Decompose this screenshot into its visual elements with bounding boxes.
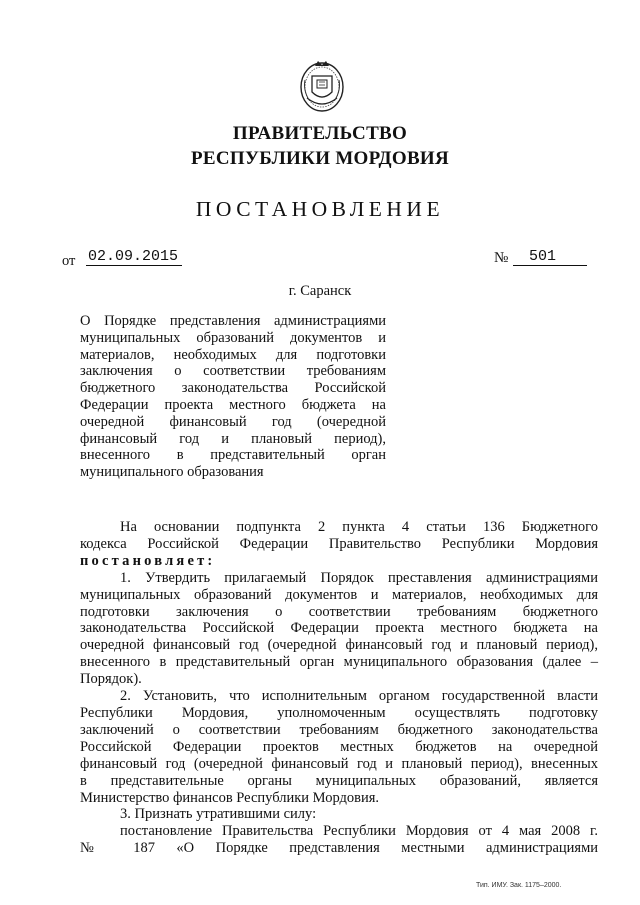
decree-date: 02.09.2015 bbox=[86, 248, 182, 266]
item1-line: очередной финансовый год (очередной финансовый год и плановый период), bbox=[80, 637, 598, 654]
item2-line: Российской Федерации проектов местных бюджетов на очередной bbox=[80, 738, 598, 755]
government-title-line1: ПРАВИТЕЛЬСТВО bbox=[232, 123, 408, 144]
city-name: г. Саранск bbox=[288, 283, 352, 299]
subject-line: бюджетного законодательства Российской bbox=[80, 380, 386, 397]
item3-sub-line: постановление Правительства Республики Мордовия от 4 мая 2008 г. bbox=[120, 823, 598, 840]
subject-line: внесенного в представительный орган bbox=[80, 447, 386, 464]
item1-line: Порядок). bbox=[80, 671, 142, 688]
item3-sub-line: № 187 «О Порядке представления местными администрациями bbox=[80, 840, 598, 857]
document-type-title: ПОСТАНОВЛЕНИЕ bbox=[195, 197, 445, 221]
mordovia-coat-of-arms-icon bbox=[297, 58, 347, 114]
subject-line: Федерации проекта местного бюджета на bbox=[80, 396, 386, 413]
item2-line: заключений о соответствии требованиям бюджетного законодательства bbox=[80, 721, 598, 738]
subject-line: финансовый год и плановый период), bbox=[80, 430, 386, 447]
print-mark: Тип. ИМУ. Зак. 1175–2000. bbox=[476, 882, 562, 889]
decree-number: 501 bbox=[513, 248, 587, 266]
intro-line: На основании подпункта 2 пункта 4 статьи 136 Бюджетного bbox=[120, 519, 598, 535]
intro-line: кодекса Российской Федерации Правительство Республики Мордовия bbox=[80, 535, 598, 552]
decree-subject bbox=[80, 313, 386, 481]
government-title-line2: РЕСПУБЛИКИ МОРДОВИЯ bbox=[190, 148, 450, 169]
item2-line: 2. Установить, что исполнительным органом государственной власти bbox=[120, 688, 598, 705]
number-prefix: № bbox=[494, 250, 509, 266]
item1-line: 1. Утвердить прилагаемый Порядок преставления администрациями bbox=[120, 569, 598, 586]
item2-line: Министерство финансов Республики Мордовия. bbox=[80, 789, 380, 806]
item1-line: подготовки заключения о соответствии требованиям бюджетного bbox=[80, 603, 598, 620]
item2-line: в представительные органы муниципальных образований, является bbox=[80, 772, 598, 789]
subject-line: муниципального образования bbox=[80, 464, 264, 481]
decree-body bbox=[80, 519, 598, 857]
subject-line: муниципальных образований документов и bbox=[80, 329, 386, 346]
item1-line: внесенного в представительный орган муниципального образования (далее – bbox=[80, 654, 598, 671]
decrees-word: постановляет: bbox=[80, 552, 216, 569]
item2-line: финансовый год (очередной финансовый год и плановый период), внесенных bbox=[80, 755, 598, 772]
subject-line: материалов, необходимых для подготовки bbox=[80, 346, 386, 363]
subject-line: заключения о соответствии требованиям bbox=[80, 363, 386, 380]
subject-line: О Порядке представления администрациями bbox=[80, 313, 386, 329]
date-prefix: от bbox=[62, 253, 76, 269]
subject-line: очередной финансовый год (очередной bbox=[80, 413, 386, 430]
item3-line: 3. Признать утратившими силу: bbox=[120, 806, 317, 823]
item2-line: Республики Мордовия, уполномоченным осуществлять подготовку bbox=[80, 704, 598, 721]
item1-line: муниципальных образований документов и материалов, необходимых для bbox=[80, 586, 598, 603]
item1-line: законодательства Российской Федерации проекта местного бюджета на bbox=[80, 620, 598, 637]
